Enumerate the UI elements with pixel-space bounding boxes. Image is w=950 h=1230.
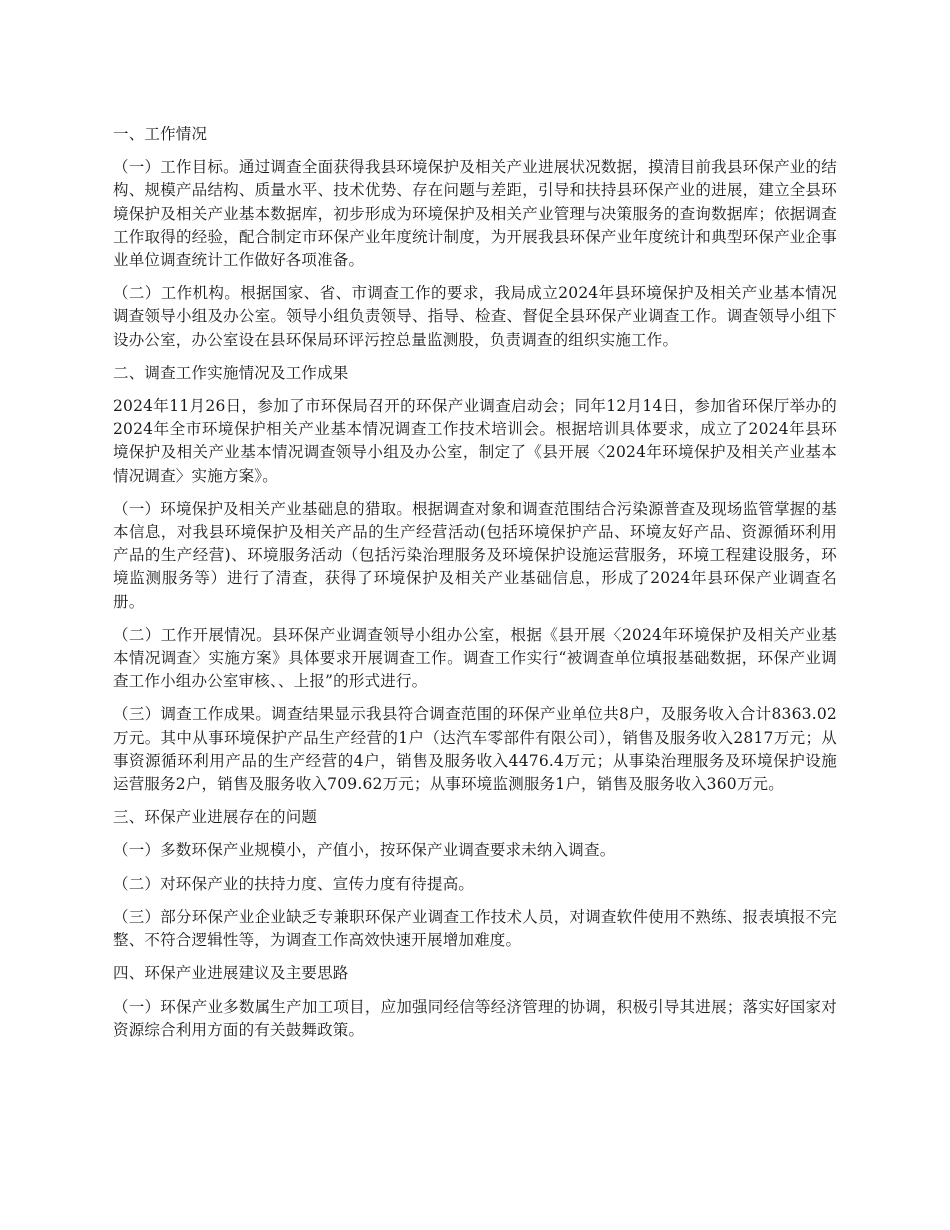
section-heading-1: 一、工作情况 bbox=[113, 125, 208, 143]
paragraph-survey-results: （三）调查工作成果。调查结果显示我县符合调查范围的环保产业单位共8户，及服务收入合计8363.02万元。其中从事环境保护产品生产经营的1户（达汽车零部件有限公司），销售及服务收入2817万元；从事资源循环利用产品的生产经营的4户，销售及服务收入4476.4万元；从事染治理服务及环境保护设施运营服务2户，销售及服务收入709.62万元；从事环境监测服务1户，销售及服务收入360万元。 bbox=[113, 705, 837, 794]
paragraph-problem-1: （一）多数环保产业规模小，产值小，按环保产业调查要求未纳入调查。 bbox=[113, 841, 616, 860]
section-heading-3: 三、环保产业进展存在的问题 bbox=[113, 808, 318, 827]
paragraph-timeline: 2024年11月26日，参加了市环保局召开的环保产业调查启动会；同年12月14日，参加省环保厅举办的2024年全市环境保护相关产业基本情况调查工作技术培训会。根据培训具体要求，成立了2024年县环境保护及相关产业基本情况调查领导小组及办公室，制定了《县开展〈2024年环境保护及相关产业基本情况调查〉实施方案》。 bbox=[113, 397, 837, 485]
paragraph-problem-3: （三）部分环保产业企业缺乏专兼职环保产业调查工作技术人员，对调查软件使用不熟练、报表填报不完整、不符合逻辑性等，为调查工作高效快速开展增加难度。 bbox=[113, 907, 837, 950]
section-heading-4: 四、环保产业进展建议及主要思路 bbox=[113, 964, 349, 983]
paragraph-work-organization: （二）工作机构。根据国家、省、市调查工作的要求，我局成立2024年县环境保护及相关产业基本情况调查领导小组及办公室。领导小组负责领导、指导、检查、督促全县环保产业调查工作。调查领导小组下设办公室，办公室设在县环保局环评污控总量监测股，负责调查的组织实施工作。 bbox=[113, 284, 837, 349]
paragraph-work-progress: （二）工作开展情况。县环保产业调查领导小组办公室，根据《县开展〈2024年环境保护及相关产业基本情况调查〉实施方案》具体要求开展调查工作。调查工作实行“被调查单位填报基础数据，环保产业调查工作小组办公室审核、、上报”的形式进行。 bbox=[113, 625, 837, 691]
section-heading-2: 二、调查工作实施情况及工作成果 bbox=[113, 363, 349, 382]
paragraph-info-collection: （一）环境保护及相关产业基础息的猎取。根据调查对象和调查范围结合污染源普查及现场监管掌握的基本信息，对我县环境保护及相关产品的生产经营活动(包括环境保护产品、环境友好产品、资源循环利用产品的生产经营)、环境服务活动（包括污染治理服务及环境保护设施运营服务，环境工程建设服务，环境监测服务等）进行了清查，获得了环境保护及相关产业基础信息，形成了2024年县环保产业调查名册。 bbox=[113, 499, 837, 611]
paragraph-problem-2: （二）对环保产业的扶持力度、宣传力度有待提高。 bbox=[113, 874, 475, 893]
paragraph-work-goal: （一）工作目标。通过调查全面获得我县环境保护及相关产业进展状况数据，摸清目前我县环保产业的结构、规模产品结构、质量水平、技术优势、存在问题与差距，引导和扶持县环保产业的进展，建立全县环境保护及相关产业基本数据库，初步形成为环境保护及相关产业管理与决策服务的查询数据库；依据调查工作取得的经验，配合制定市环保产业年度统计制度，为开展我县环保产业年度统计和典型环保产业企事业单位调查统计工作做好各项准备。 bbox=[113, 158, 837, 270]
paragraph-suggestion-1: （一）环保产业多数属生产加工项目，应加强同经信等经济管理的协调，积极引导其进展；落实好国家对资源综合利用方面的有关鼓舞政策。 bbox=[113, 997, 837, 1039]
document-body bbox=[113, 123, 837, 1052]
